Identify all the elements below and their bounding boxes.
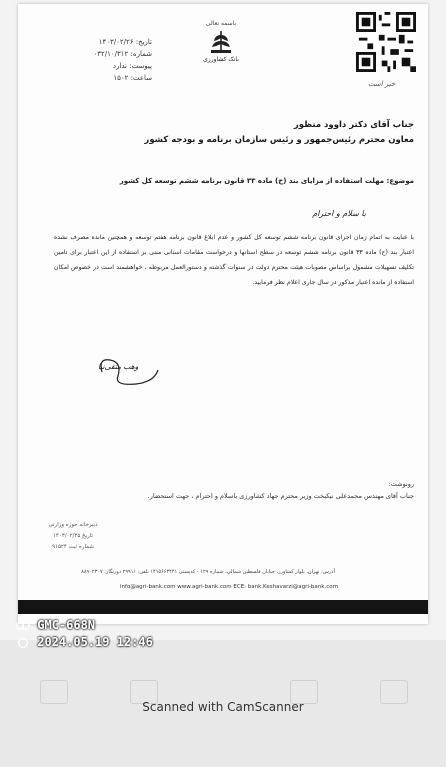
number-label: شماره: ۰۳۲/۱۰/۳۱۲ <box>93 50 152 58</box>
signature: وهب متقی‌نیا <box>98 362 139 371</box>
recipient-title: معاون محترم رئیس‌جمهور و رئیس سازمان برنامه و بودجه کشور <box>144 135 414 145</box>
recipient-name: جناب آقای دکتر داوود منظور <box>293 120 414 130</box>
letter-body: با عنایت به اتمام زمان اجرای قانون برنامه ششم توسعه کل کشور و عدم ابلاغ قانون برنامه هفتم توسعه و همچنین مانده مصرف نشده اعتبار بند (ح) ماده ۳۳ قانون برنامه ششم توسعه در سطح استانها و درخواست مقامات استانی مبنی بر استفاده از این اعتبار برای تامین تکلیف تسهیلات مشمول براساس مصوبات هیئت محترم دولت در سنوات گذشته و دستورالعمل مربوطه ، خواهشمند است در خصوص امکان استفاده از مانده اعتبار مذکور در سال جاری اعلام نظر فرمایید. <box>54 234 414 286</box>
bank-name: بانک کشاورزی <box>203 56 239 63</box>
letter-subject: موضوع: مهلت استفاده از مزایای بند (ح) ماده ۳۳ قانون برنامه ششم توسعه کل کشور <box>119 177 414 185</box>
registry-office: دبیرخانه حوزه وزارتی <box>48 522 98 528</box>
clock-icon <box>16 637 30 649</box>
footer-links: info@agri-bank.com www.agri-bank.com ECE: bank.Keshavarzi@agri-bank.com <box>120 584 338 590</box>
qr-code-icon <box>356 12 416 72</box>
cc-line: جناب آقای مهندس محمدعلی نیکبخت وزیر محترم جهاد کشاورزی باسلام و احترام ، جهت استحضار. <box>147 492 414 500</box>
date-label: تاریخ: ۱۴۰۳/۰۲/۲۶ <box>98 38 152 46</box>
registry-stamp <box>48 520 98 553</box>
wheat-logo-icon <box>207 29 235 55</box>
device-id: GMC-668N <box>37 618 96 632</box>
top-signature: خبر است <box>368 80 396 88</box>
bank-letterhead <box>196 20 246 63</box>
hour-label: ساعت: ۱۵۰۲ <box>113 74 152 82</box>
device-timestamp <box>16 617 153 651</box>
capture-datetime: 2024.05.19 12:46 <box>37 635 153 649</box>
scan-edge-bar <box>18 600 428 614</box>
letter-meta <box>42 36 152 84</box>
registry-date: تاریخ ۱۴۰۳/۰۲/۲۵ <box>52 533 94 539</box>
carbon-copy <box>84 478 414 502</box>
registry-number: شماره ثبت ۹۱۵۲۴ <box>52 544 94 550</box>
cc-label: رونوشت: <box>388 480 414 488</box>
camscanner-caption: Scanned with CamScanner <box>142 700 304 714</box>
greeting: با سلام و احترام <box>312 209 366 218</box>
footer-address: آدرس: تهران، بلوار کشاورز، خیابان فلسطین شمالی، شماره ۱۲۹ - کدپستی ۱۴۱۵۶۶۳۴۴۱ تلفن: ۲۹۹۱۱ دورنگار: ۸۸۹۰۲۳۰۷ <box>81 569 335 575</box>
signature-scribble-icon <box>96 350 166 390</box>
attachment-label: پیوست: ندارد <box>112 62 152 70</box>
camera-rings-icon <box>16 620 30 632</box>
basmala: باسمه تعالی <box>205 20 237 27</box>
